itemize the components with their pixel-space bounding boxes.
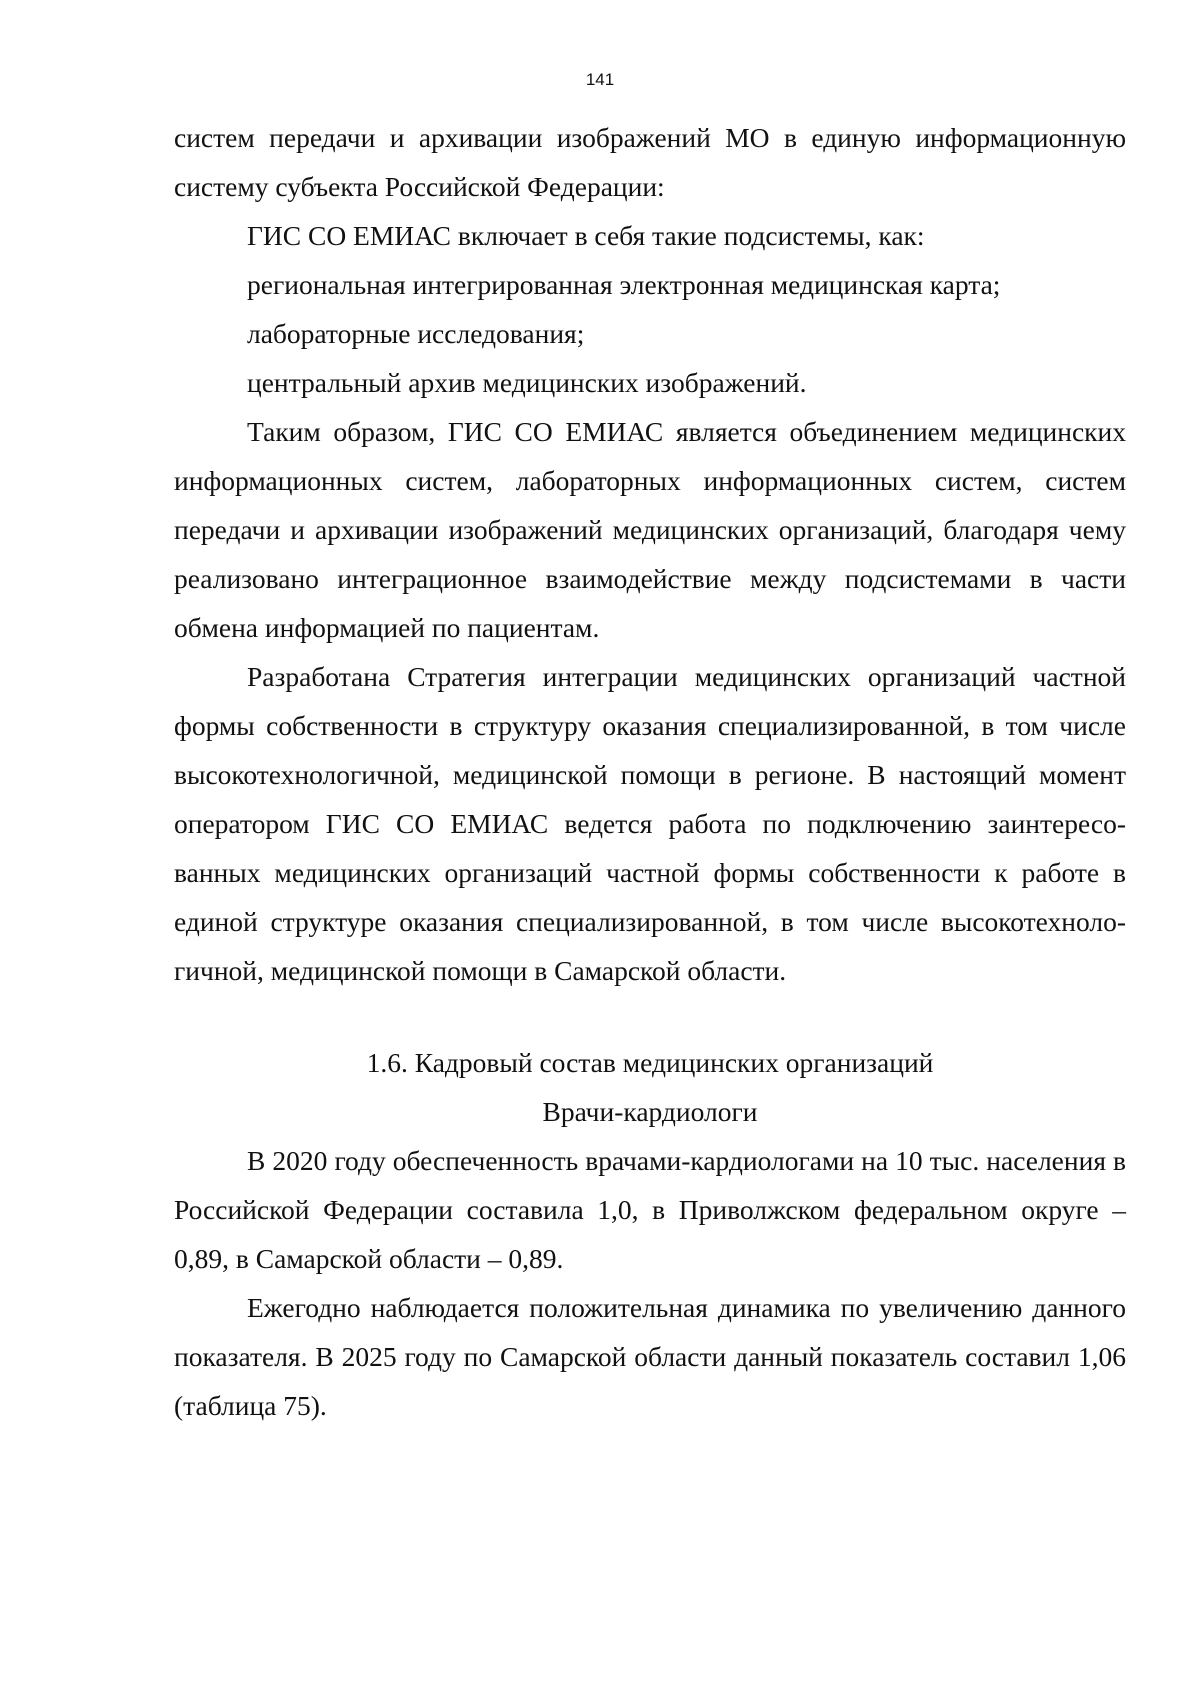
paragraph-continuation: систем передачи и архивации изображений МО в единую информационную систему субъекта Российской Федерации: — [174, 122, 1126, 202]
document-body — [174, 113, 1126, 1430]
paragraph: Разработана Стратегия интеграции медицинских организаций частной формы собственности в структуру оказания специализированной, в том числе высокотехнологичной, медицинской помощи в регионе. В настоящий момент оператором ГИС СО ЕМИАС ведется работа по подключению заинтересованных медицинских организаций частной формы собственности к работе в единой структуре оказания специализированной, в том числе высокотехнологичной, медицинской помощи в Самарской области. — [174, 661, 1126, 986]
paragraph: В 2020 году обеспеченность врачами-кардиологами на 10 тыс. населения в Российской Федерации составила 1,0, в Приволжском федеральном округе – 0,89, в Самарской области – 0,89. — [174, 1145, 1126, 1274]
list-item: центральный архив медицинских изображений. — [247, 367, 807, 398]
page-number: 141 — [585, 70, 615, 89]
paragraph: Ежегодно наблюдается положительная динамика по увеличению данного показателя. В 2025 году по Самарской области данный показатель составил 1,06 (таблица 75). — [174, 1292, 1126, 1421]
paragraph: Таким образом, ГИС СО ЕМИАС является объединением медицинских информационных систем, лабораторных информационных систем, систем передачи и архивации изображений медицинских организаций, благодаря чему реализовано интеграционное взаимодействие между подсистемами в части обмена информацией по пациентам. — [174, 416, 1126, 643]
list-item: лабораторные исследования; — [247, 318, 585, 349]
list-intro: ГИС СО ЕМИАС включает в себя такие подсистемы, как: — [247, 220, 925, 251]
list-item: региональная интегрированная электронная медицинская карта; — [247, 269, 1001, 300]
section-title: 1.6. Кадровый состав медицинских организаций — [366, 1047, 934, 1078]
section-subtitle: Врачи-кардиологи — [542, 1096, 758, 1127]
